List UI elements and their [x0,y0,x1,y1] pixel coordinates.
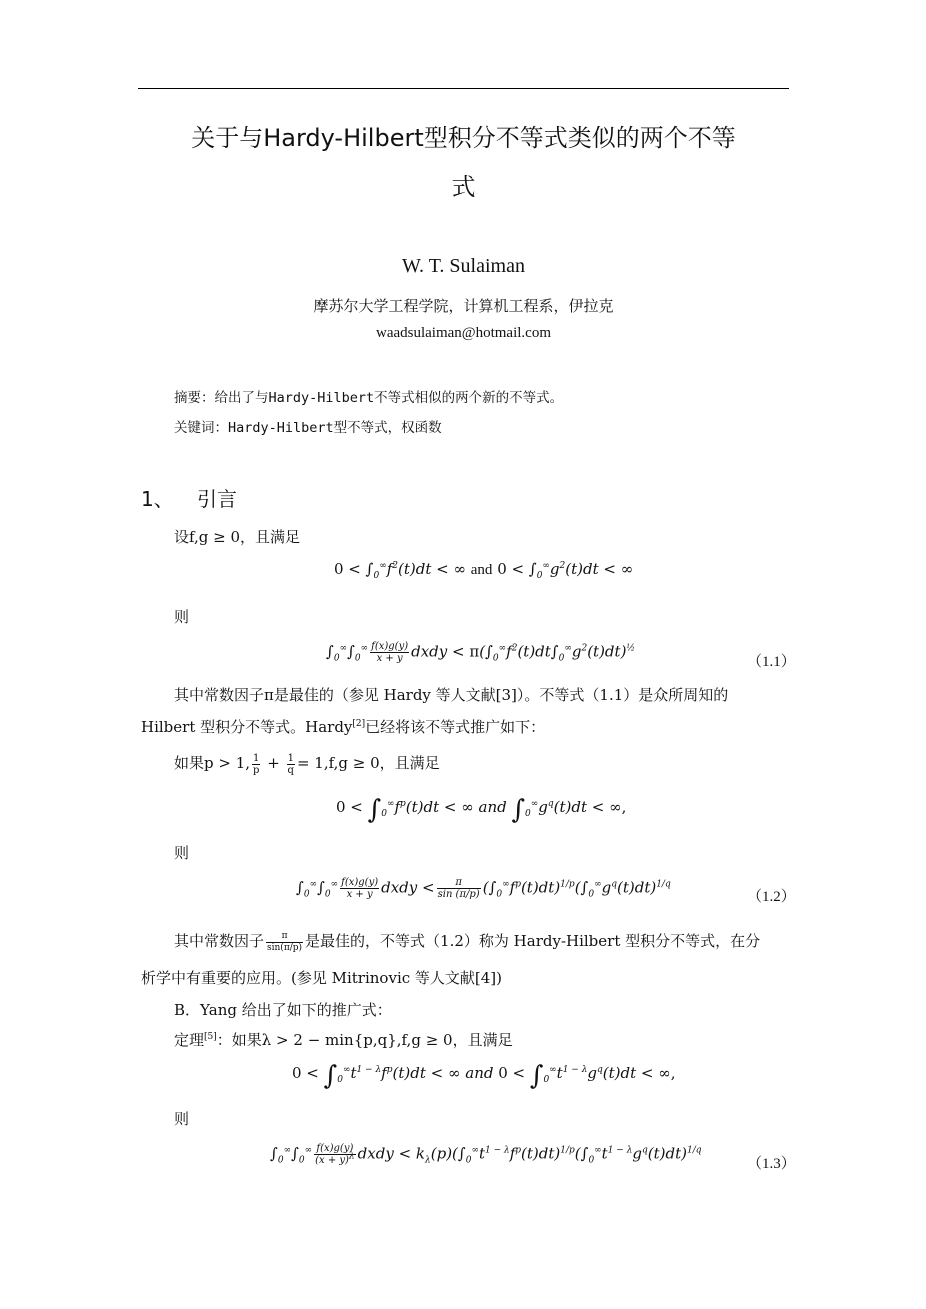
equation-condition-2: $0 < \int_0^\infty f^p(t)dt$ < ∞ and $\int_0^\infty g^q(t)dt$ < ∞, [336,795,627,825]
abstract-label: 摘要： [174,390,215,406]
equation-condition-1: $0 < \int_0^\infty f^2(t)dt$ < ∞ and $0 < \int_0^\infty g^2(t)dt$ < ∞ [334,560,634,581]
paragraph-yang: B．Yang 给出了如下的推广式： [174,1001,392,1019]
constant-pre: 其中常数因子 [174,932,265,950]
then-label-3: 则 [174,1110,190,1128]
paragraph-hardy-pre: Hilbert 型积分不等式。Hardy [141,718,353,736]
equation-number-1-2: （1.2） [747,889,796,905]
paper-title-line1: 关于与Hardy-Hilbert型积分不等式类似的两个不等 [191,124,736,152]
section-title: 引言 [197,487,237,511]
paragraph-hardy-line2 [141,716,545,737]
paragraph-hardy-line1: 其中常数因子π是最佳的（参见 Hardy 等人文献[3]）。不等式（1.1）是众所周知的 [174,686,729,704]
keywords-label: 关键词： [174,420,228,436]
keywords [174,416,442,436]
abstract [174,386,563,406]
sin-denominator: sin (π/p) [437,889,480,900]
abstract-text: 给出了与Hardy-Hilbert不等式相似的两个新的不等式。 [214,390,564,406]
section-number: 1、 [141,487,174,511]
equation-1-3: $\int_0^\infty\int_0^\infty$ $\frac{f(x)g(y)}{(x + y)^\lambda}$ dxdy < $k_\lambda(p)(\int_0^\infty t^{1 - \lambda}f^p(t)dt)^{1/p}(\int_0^\infty t^{1 - \lambda}g^q(t)dt)^{1/q}$ [270,1143,702,1166]
then-label-1: 则 [174,608,190,626]
condition-post: = 1,f,g ≥ 0，且满足 [296,754,440,772]
condition-pre: 如果p > 1, [174,754,251,772]
paragraph-condition-p: 如果p > 1, $\frac{1}{p}$ + $\frac{1}{q}$ = 1,f,g ≥ 0，且满足 [174,752,440,776]
equation-number-1-3: （1.3） [747,1156,796,1172]
citation-2: [2] [352,719,366,729]
paragraph-theorem [174,1029,513,1050]
equation-number-1-1: （1.1） [747,654,796,670]
then-label-2: 则 [174,844,190,862]
and-word: and [470,562,493,578]
equation-1-1: $\int_0^\infty\int_0^\infty$ $\frac{f(x)g(y)}{x + y}$ dxdy < $\pi(\int_0^\infty f^2(t)dt\int_0^\infty g^2(t)dt)^{\frac{1}{2}}$ [326,641,636,664]
theorem-post: ：如果λ > 2 − min{p,q},f,g ≥ 0，且满足 [216,1031,513,1049]
sin-denominator-inline: sin(π/p) [267,942,303,953]
equation-1-2: $\int_0^\infty\int_0^\infty$ $\frac{f(x)g(y)}{x + y}$ dxdy < $\frac{\pi}{\sin (\pi/p)}$ $(\int_0^\infty f^p(t)dt)^{1/p}(\int_0^\infty g^q(t)dt)^{1/q}$ [296,877,671,900]
author-name: W. T. Sulaiman [402,255,525,277]
keywords-text: Hardy-Hilbert型不等式，权函数 [228,420,442,436]
author-affiliation: 摩苏尔大学工程学院，计算机工程系，伊拉克 [313,297,614,315]
citation-5: [5] [204,1032,217,1042]
equation-condition-3: $0 < \int_0^\infty t^{1 - \lambda}f^p(t)dt$ < ∞ and $0 < \int_0^\infty t^{1 - \lambda}g^q(t)dt$ < ∞, [292,1061,676,1091]
header-rule [138,88,789,89]
paragraph-hardy-post: 已经将该不等式推广如下： [365,718,546,736]
paragraph-intro: 设f,g ≥ 0，且满足 [174,528,301,546]
paragraph-constant-line2: 析学中有重要的应用。(参见 Mitrinovic 等人文献[4]) [141,969,503,987]
paper-title-line2: 式 [451,173,476,201]
theorem-pre: 定理 [174,1031,205,1049]
author-email: waadsulaiman@hotmail.com [375,325,552,341]
section-heading [141,483,237,512]
paragraph-constant-line1: 其中常数因子 $\frac{\pi}{\sin(\pi/p)}$ 是最佳的，不等式（1.2）称为 Hardy-Hilbert 型积分不等式，在分 [174,930,761,953]
constant-post: 是最佳的，不等式（1.2）称为 Hardy-Hilbert 型积分不等式，在分 [305,932,761,950]
